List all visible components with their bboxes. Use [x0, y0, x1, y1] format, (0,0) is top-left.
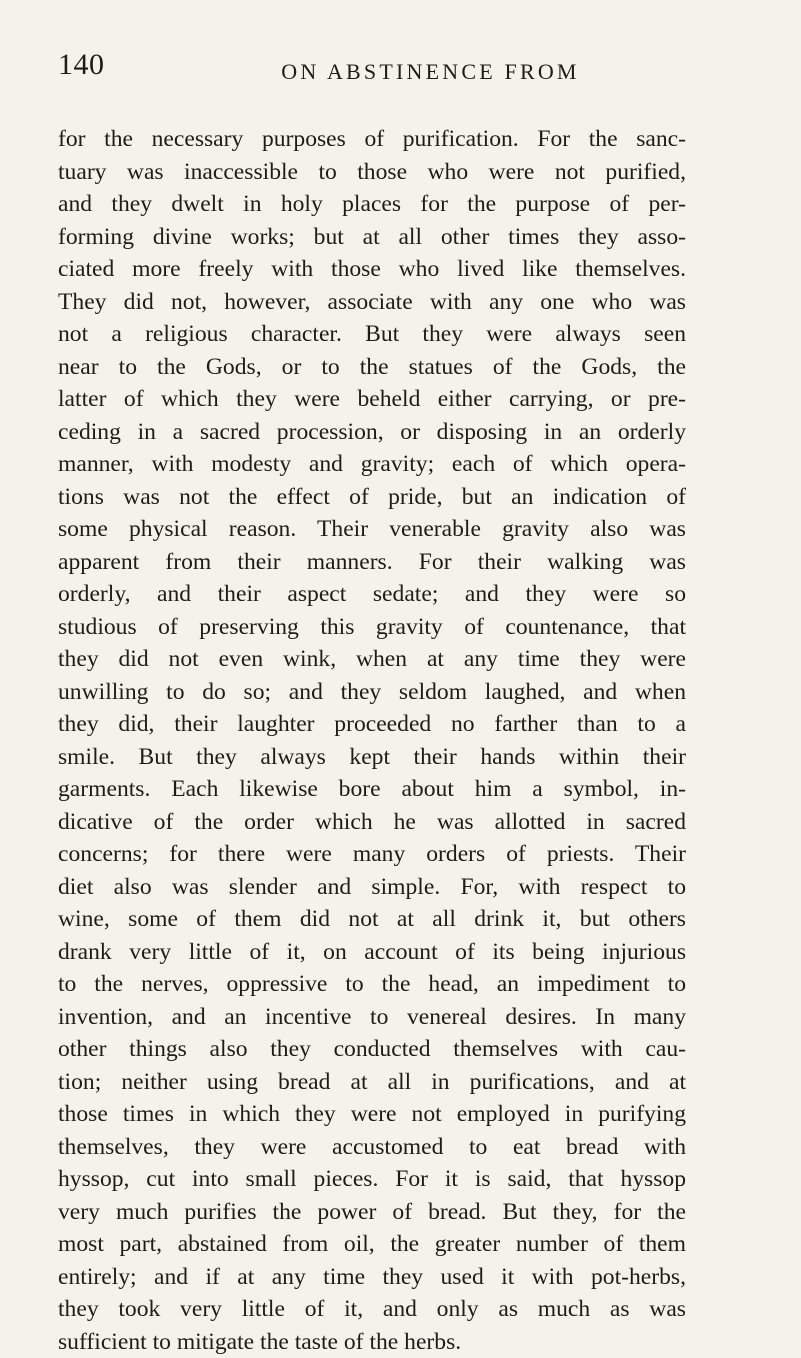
text-line: they did not even wink, when at any time they were: [58, 643, 686, 676]
text-line: for the necessary purposes of purification. For the sanc-: [58, 123, 686, 156]
text-line: dicative of the order which he was allotted in sacred: [58, 806, 686, 839]
text-line: latter of which they were beheld either carrying, or pre-: [58, 383, 686, 416]
text-line: near to the Gods, or to the statues of the Gods, the: [58, 351, 686, 384]
text-line: most part, abstained from oil, the greater number of them: [58, 1228, 686, 1261]
text-line: entirely; and if at any time they used it with pot-herbs,: [58, 1261, 686, 1294]
text-line: tion; neither using bread at all in purifications, and at: [58, 1066, 686, 1099]
text-line: tuary was inaccessible to those who were not purified,: [58, 156, 686, 189]
text-line: diet also was slender and simple. For, with respect to: [58, 871, 686, 904]
text-line: those times in which they were not employed in purifying: [58, 1098, 686, 1131]
text-line: tions was not the effect of pride, but an indication of: [58, 481, 686, 514]
text-line: very much purifies the power of bread. But they, for the: [58, 1196, 686, 1229]
text-line: apparent from their manners. For their walking was: [58, 546, 686, 579]
text-line: smile. But they always kept their hands within their: [58, 741, 686, 774]
text-line: orderly, and their aspect sedate; and they were so: [58, 578, 686, 611]
text-line: they did, their laughter proceeded no farther than to a: [58, 708, 686, 741]
text-line: other things also they conducted themselves with cau-: [58, 1033, 686, 1066]
text-line: themselves, they were accustomed to eat bread with: [58, 1131, 686, 1164]
text-line: They did not, however, associate with any one who was: [58, 286, 686, 319]
page-number: 140: [58, 49, 105, 81]
text-line: concerns; for there were many orders of priests. Their: [58, 838, 686, 871]
text-line: not a religious character. But they were always seen: [58, 318, 686, 351]
text-line: manner, with modesty and gravity; each of which opera-: [58, 448, 686, 481]
text-line: ciated more freely with those who lived like themselves.: [58, 253, 686, 286]
text-line: unwilling to do so; and they seldom laughed, and when: [58, 676, 686, 709]
text-line: and they dwelt in holy places for the purpose of per-: [58, 188, 686, 221]
text-line: wine, some of them did not at all drink it, but others: [58, 903, 686, 936]
text-line: invention, and an incentive to venereal desires. In many: [58, 1001, 686, 1034]
text-line: ceding in a sacred procession, or disposing in an orderly: [58, 416, 686, 449]
running-title: ON ABSTINENCE FROM: [0, 58, 801, 86]
text-line: studious of preserving this gravity of countenance, that: [58, 611, 686, 644]
text-line: they took very little of it, and only as much as was: [58, 1293, 686, 1326]
text-line: hyssop, cut into small pieces. For it is said, that hyssop: [58, 1163, 686, 1196]
text-line: forming divine works; but at all other times they asso-: [58, 221, 686, 254]
text-line: sufficient to mitigate the taste of the herbs.: [58, 1326, 686, 1358]
text-line: to the nerves, oppressive to the head, an impediment to: [58, 968, 686, 1001]
body-text: [58, 123, 686, 1358]
text-line: drank very little of it, on account of its being injurious: [58, 936, 686, 969]
text-line: some physical reason. Their venerable gravity also was: [58, 513, 686, 546]
text-line: garments. Each likewise bore about him a symbol, in-: [58, 773, 686, 806]
